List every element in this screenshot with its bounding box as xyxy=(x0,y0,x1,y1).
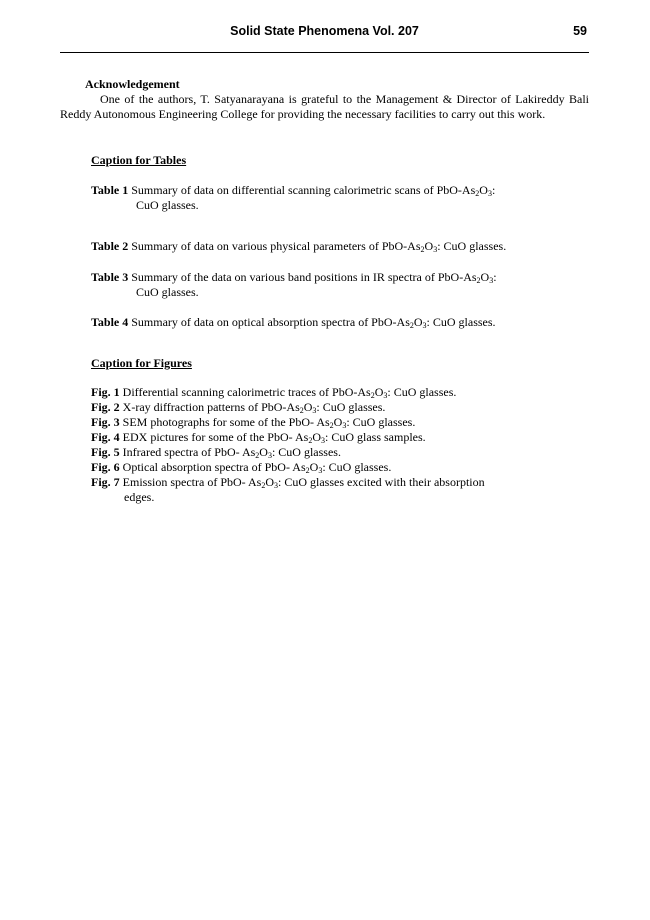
subscript: 2 xyxy=(308,436,313,445)
formula-letter: O xyxy=(309,460,319,474)
figure-caption xyxy=(91,385,561,400)
caption-text: Differential scanning calorimetric traces of PbO-As xyxy=(119,385,371,399)
journal-title: Solid State Phenomena Vol. 207 xyxy=(230,24,419,38)
caption-continuation: CuO glasses. xyxy=(136,285,199,299)
subscript: 3 xyxy=(318,466,323,475)
table-label: Table 2 xyxy=(91,239,129,253)
caption-text: Summary of data on optical absorption spectra of PbO-As xyxy=(128,315,410,329)
subscript: 2 xyxy=(329,421,334,430)
formula-letter: O xyxy=(479,183,488,197)
subscript: 2 xyxy=(261,481,266,490)
subscript: 3 xyxy=(383,391,388,400)
subscript: 2 xyxy=(475,189,480,198)
subscript: 3 xyxy=(422,321,427,330)
caption-text: : xyxy=(491,183,496,197)
subscript: 3 xyxy=(489,276,494,285)
formula-letter: O xyxy=(265,475,274,489)
subscript: 2 xyxy=(409,321,414,330)
caption-text: Infrared spectra of PbO- As xyxy=(119,445,256,459)
subscript: 2 xyxy=(255,451,260,460)
table-label: Table 3 xyxy=(91,270,129,284)
figure-label: Fig. 2 xyxy=(91,400,120,414)
running-header xyxy=(60,20,589,53)
figure-label: Fig. 3 xyxy=(91,415,120,429)
subscript: 3 xyxy=(274,481,278,490)
figure-caption xyxy=(91,430,561,445)
subscript: 3 xyxy=(312,406,317,415)
formula-letter: O xyxy=(480,270,490,284)
figure-label: Fig. 1 xyxy=(91,385,120,399)
figure-label: Fig. 6 xyxy=(91,460,120,474)
acknowledgement-heading: Acknowledgement xyxy=(85,77,180,91)
caption-continuation: CuO glasses. xyxy=(136,198,199,212)
caption-text: Emission spectra of PbO- As xyxy=(119,475,262,489)
formula-letter: O xyxy=(413,315,423,329)
table-caption xyxy=(91,270,561,300)
formula-letter: O xyxy=(312,430,321,444)
formula-letter: O xyxy=(303,400,313,414)
formula-letter: O xyxy=(424,239,434,253)
caption-text: : CuO glasses. xyxy=(316,400,386,414)
caption-text: X-ray diffraction patterns of PbO-As xyxy=(119,400,300,414)
subscript: 3 xyxy=(320,436,325,445)
caption-text: Summary of the data on various band positions in IR spectra of PbO-As xyxy=(128,270,477,284)
caption-text: : xyxy=(493,270,497,284)
caption-text: : CuO glasses. xyxy=(437,239,507,253)
table-label: Table 1 xyxy=(91,183,129,197)
subscript: 2 xyxy=(420,245,425,254)
figure-caption xyxy=(91,460,561,475)
caption-text: Summary of data on various physical parameters of PbO-As xyxy=(128,239,421,253)
figure-caption xyxy=(91,445,561,460)
table-caption xyxy=(91,315,561,330)
caption-text: SEM photographs for some of the PbO- As xyxy=(119,415,330,429)
acknowledgement-body: One of the authors, T. Satyanarayana is grateful to the Management & Director of Lakireddy Bali Reddy Autonomous Engineering College for providing the necessary facilities to carry out this work. xyxy=(60,92,589,121)
formula-letter: O xyxy=(374,385,384,399)
page-number: 59 xyxy=(573,24,587,38)
subscript: 2 xyxy=(370,391,375,400)
caption-text: : CuO glasses. xyxy=(346,415,416,429)
caption-text: : CuO glass samples. xyxy=(324,430,426,444)
figure-caption xyxy=(91,415,561,430)
tables-caption-heading: Caption for Tables xyxy=(91,153,187,167)
caption-continuation: edges. xyxy=(124,490,155,504)
figure-caption xyxy=(91,400,561,415)
subscript: 2 xyxy=(476,276,481,285)
formula-letter: O xyxy=(333,415,343,429)
caption-text: : CuO glasses excited with their absorption xyxy=(278,475,485,489)
table-caption xyxy=(91,239,561,254)
figure-caption xyxy=(91,475,561,490)
subscript: 2 xyxy=(299,406,304,415)
caption-text: : CuO glasses. xyxy=(387,385,457,399)
subscript: 3 xyxy=(342,421,347,430)
caption-text: : CuO glasses. xyxy=(322,460,392,474)
table-caption xyxy=(91,183,561,213)
subscript: 2 xyxy=(305,466,310,475)
figure-label: Fig. 5 xyxy=(91,445,120,459)
figure-label: Fig. 7 xyxy=(91,475,120,489)
formula-letter: O xyxy=(259,445,268,459)
table-label: Table 4 xyxy=(91,315,129,329)
caption-text: Optical absorption spectra of PbO- As xyxy=(119,460,306,474)
figure-caption-list xyxy=(91,385,561,505)
subscript: 3 xyxy=(433,245,438,254)
caption-text: : CuO glasses. xyxy=(271,445,341,459)
caption-text: Summary of data on differential scanning calorimetric scans of PbO-As xyxy=(128,183,476,197)
figure-label: Fig. 4 xyxy=(91,430,120,444)
caption-text: EDX pictures for some of the PbO- As xyxy=(119,430,309,444)
subscript: 3 xyxy=(267,451,272,460)
figures-caption-heading: Caption for Figures xyxy=(91,356,192,370)
caption-text: : CuO glasses. xyxy=(426,315,496,329)
subscript: 3 xyxy=(487,189,492,198)
